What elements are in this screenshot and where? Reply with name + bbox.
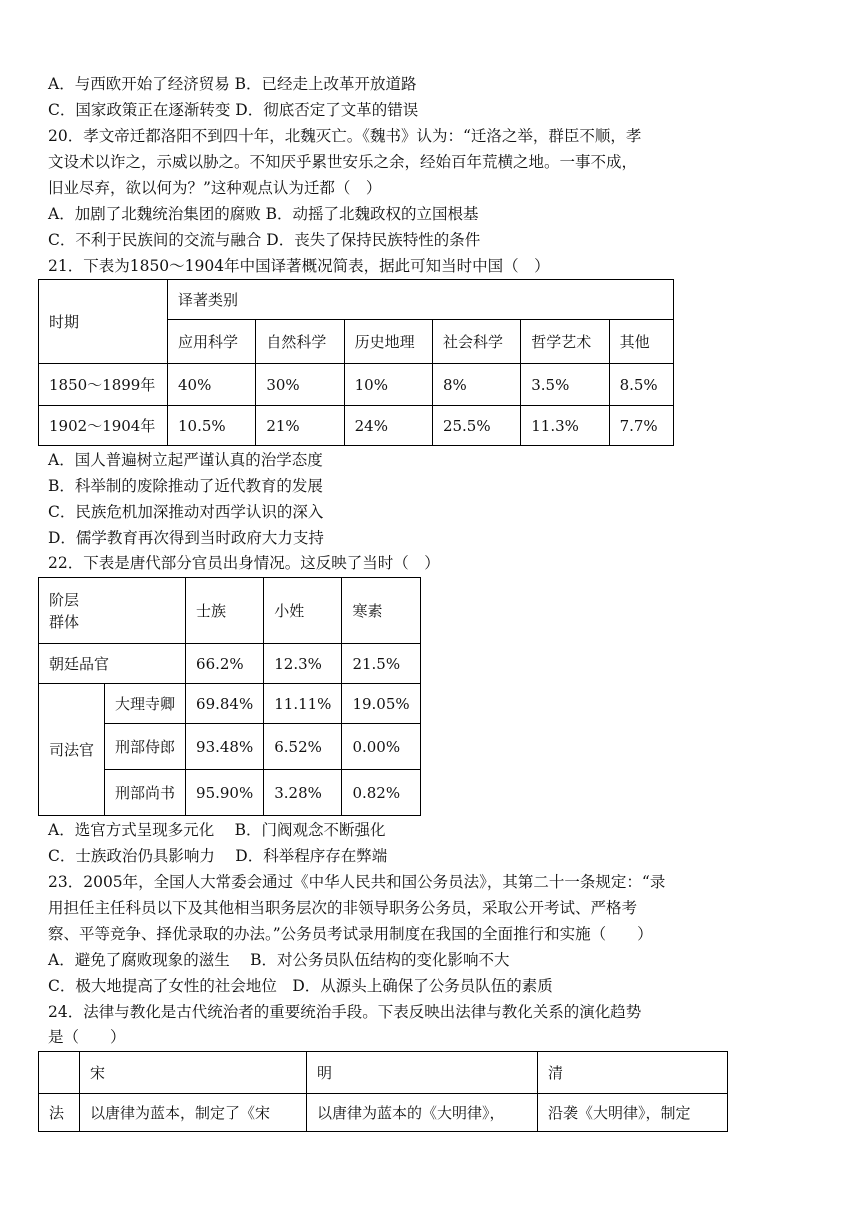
q24-cell: 以唐律为蓝本的《大明律》， xyxy=(307,1094,538,1132)
q22-cell: 66.2% xyxy=(186,644,264,684)
q21-cell: 25.5% xyxy=(432,406,520,446)
q22-cell: 19.05% xyxy=(342,684,420,724)
q24-row-label: 法 xyxy=(39,1094,80,1132)
q23-options-line-2: C．极大地提高了女性的社会地位 D．从源头上确保了公务员队伍的素质 xyxy=(48,977,553,995)
q24-stem-line-2: 是（ ） xyxy=(48,1028,126,1046)
q22-group-label: 司法官 xyxy=(39,684,105,816)
q21-cell: 21% xyxy=(256,406,344,446)
q21-cell: 24% xyxy=(344,406,432,446)
q22-options-line-2: C．士族政治仍具影响力 D．科举程序存在弊端 xyxy=(48,847,388,865)
q24-corner xyxy=(39,1052,80,1094)
q20-options-line-2: C．不利于民族间的交流与融合 D．丧失了保持民族特性的条件 xyxy=(48,231,481,249)
q21-col-header: 历史地理 xyxy=(344,320,432,364)
q22-cell: 21.5% xyxy=(342,644,420,684)
q22-corner-top: 阶层 xyxy=(49,590,80,609)
q24-col-header: 清 xyxy=(538,1052,728,1094)
table-row xyxy=(39,644,421,684)
q24-col-header: 明 xyxy=(307,1052,538,1094)
q21-period-header: 时期 xyxy=(39,280,168,364)
q21-cell: 10% xyxy=(344,364,432,406)
q22-stem: 22．下表是唐代部分官员出身情况。这反映了当时（ ） xyxy=(48,554,440,572)
q21-row-period: 1902～1904年 xyxy=(39,406,168,446)
q21-option-d: D．儒学教育再次得到当时政府大力支持 xyxy=(48,529,324,547)
q24-table xyxy=(38,1051,728,1132)
q21-cell: 8% xyxy=(432,364,520,406)
q24-cell: 沿袭《大明律》，制定 xyxy=(538,1094,728,1132)
q24-cell: 以唐律为蓝本，制定了《宋 xyxy=(80,1094,307,1132)
q22-cell: 3.28% xyxy=(264,770,342,816)
q23-options-line-1: A．避免了腐败现象的滋生 B．对公务员队伍结构的变化影响不大 xyxy=(48,951,510,969)
q22-col-header: 士族 xyxy=(186,578,264,644)
q21-col-header: 哲学艺术 xyxy=(521,320,609,364)
q21-row-period: 1850～1899年 xyxy=(39,364,168,406)
q22-cell: 0.82% xyxy=(342,770,420,816)
q19-options-line-1: A．与西欧开始了经济贸易 B．已经走上改革开放道路 xyxy=(48,75,417,93)
q23-stem-line-1: 23．2005年，全国人大常委会通过《中华人民共和国公务员法》，其第二十一条规定：“录 xyxy=(48,873,666,891)
q21-cell: 7.7% xyxy=(609,406,673,446)
table-row xyxy=(39,1094,728,1132)
q22-corner-bottom: 群体 xyxy=(49,612,80,631)
q20-stem-line-3: 旧业尽弃，欲以何为？”这种观点认为迁都（ ） xyxy=(48,179,382,197)
q22-sub-row-label: 刑部侍郎 xyxy=(105,724,186,770)
q22-table xyxy=(38,577,421,816)
q22-cell: 95.90% xyxy=(186,770,264,816)
q21-col-header: 自然科学 xyxy=(256,320,344,364)
q21-category-header: 译著类别 xyxy=(168,280,674,320)
q21-col-header: 其他 xyxy=(609,320,673,364)
q22-col-header: 小姓 xyxy=(264,578,342,644)
table-row xyxy=(39,364,674,406)
table-row xyxy=(39,684,421,724)
q19-options-line-2: C．国家政策正在逐渐转变 D．彻底否定了文革的错误 xyxy=(48,101,419,119)
q21-option-a: A．国人普遍树立起严谨认真的治学态度 xyxy=(48,451,323,469)
q22-cell: 0.00% xyxy=(342,724,420,770)
q21-col-header: 应用科学 xyxy=(168,320,256,364)
q22-corner-header xyxy=(39,578,186,644)
q21-cell: 8.5% xyxy=(609,364,673,406)
q22-col-header: 寒素 xyxy=(342,578,420,644)
q22-sub-row-label: 大理寺卿 xyxy=(105,684,186,724)
q20-stem-line-2: 文设术以诈之，示威以胁之。不知厌乎累世安乐之余，经始百年荒横之地。一事不成， xyxy=(48,153,638,171)
q22-row-label: 朝廷品官 xyxy=(39,644,186,684)
q24-stem-line-1: 24．法律与教化是古代统治者的重要统治手段。下表反映出法律与教化关系的演化趋势 xyxy=(48,1003,642,1021)
q22-cell: 69.84% xyxy=(186,684,264,724)
q20-options-line-1: A．加剧了北魏统治集团的腐败 B．动摇了北魏政权的立国根基 xyxy=(48,205,479,223)
q21-cell: 3.5% xyxy=(521,364,609,406)
q22-cell: 11.11% xyxy=(264,684,342,724)
q24-col-header: 宋 xyxy=(80,1052,307,1094)
q21-col-header: 社会科学 xyxy=(432,320,520,364)
q22-options-line-1: A．选官方式呈现多元化 B．门阀观念不断强化 xyxy=(48,821,386,839)
q20-stem-line-1: 20．孝文帝迁都洛阳不到四十年，北魏灭亡。《魏书》认为：“迁洛之举，群臣不顺，孝 xyxy=(48,127,642,145)
q21-table xyxy=(38,279,674,446)
table-row xyxy=(39,406,674,446)
q21-option-b: B．科举制的废除推动了近代教育的发展 xyxy=(48,477,323,495)
q23-stem-line-2: 用担任主任科员以下及其他相当职务层次的非领导职务公务员，采取公开考试、严格考 xyxy=(48,899,638,917)
q22-cell: 93.48% xyxy=(186,724,264,770)
q21-cell: 11.3% xyxy=(521,406,609,446)
q21-option-c: C．民族危机加深推动对西学认识的深入 xyxy=(48,503,324,521)
q21-cell: 40% xyxy=(168,364,256,406)
q22-sub-row-label: 刑部尚书 xyxy=(105,770,186,816)
q21-stem: 21．下表为1850～1904年中国译著概况简表，据此可知当时中国（ ） xyxy=(48,257,550,275)
q21-cell: 30% xyxy=(256,364,344,406)
q21-cell: 10.5% xyxy=(168,406,256,446)
q22-cell: 12.3% xyxy=(264,644,342,684)
q23-stem-line-3: 察、平等竞争、择优录取的办法。”公务员考试录用制度在我国的全面推行和实施（ ） xyxy=(48,925,653,943)
q22-cell: 6.52% xyxy=(264,724,342,770)
